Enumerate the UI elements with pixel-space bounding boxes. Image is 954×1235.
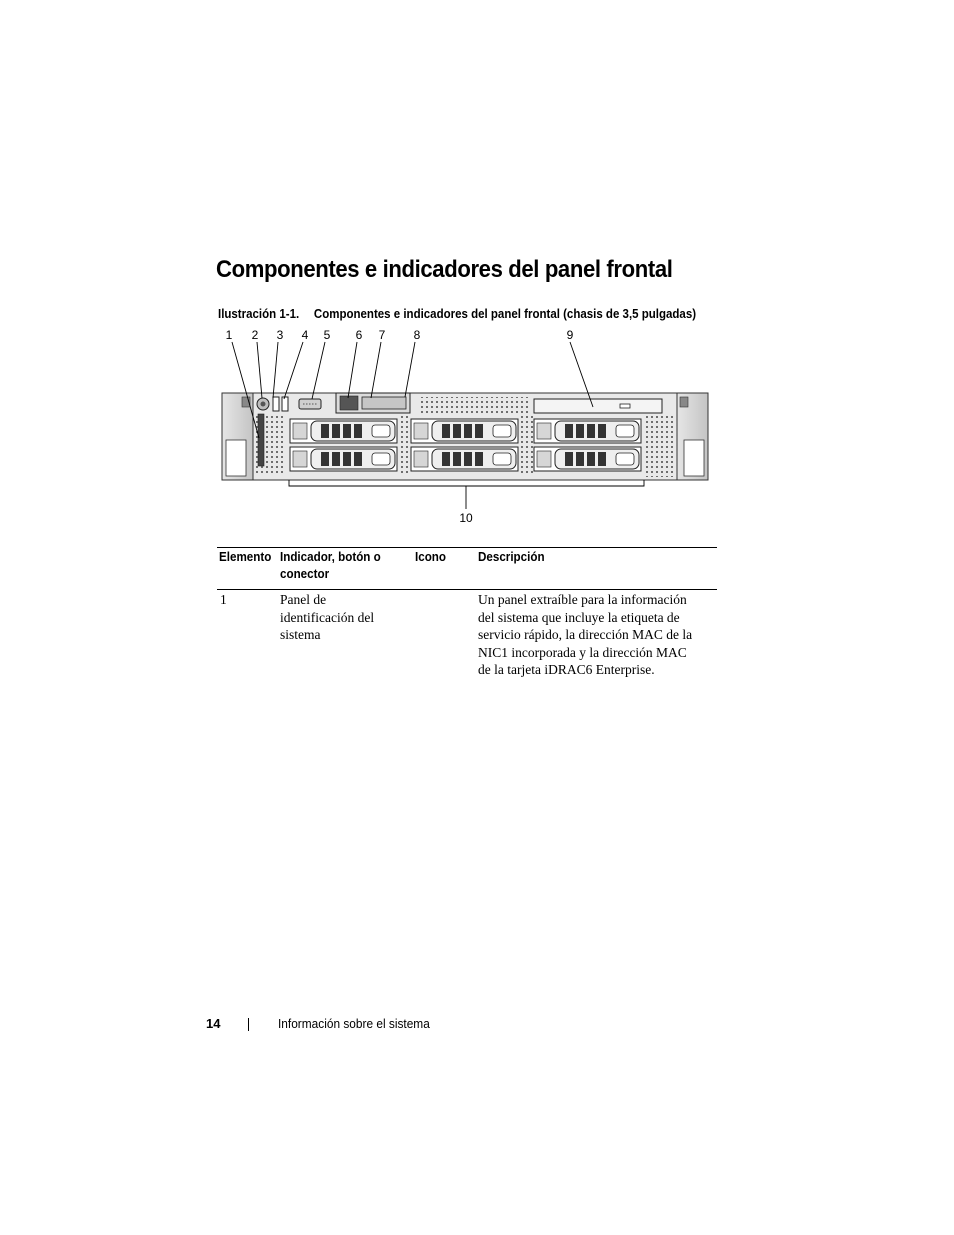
nmi-button-icon [273,397,279,411]
right-rack-ear [677,393,708,480]
header-indicator-line2: conector [280,567,330,581]
vent-top-middle [418,397,528,413]
table-header-rule [217,589,717,590]
callout-8: 8 [413,328,421,342]
usb-port-icon [282,397,288,411]
lcd-screen-icon [362,397,406,409]
hard-drive-1 [290,419,397,443]
callout-3: 3 [276,328,284,342]
callout-4: 4 [301,328,309,342]
callout-2: 2 [251,328,259,342]
cell-description-line: Un panel extraíble para la información [478,592,687,607]
footer-section-title: Información sobre el sistema [278,1017,430,1031]
server-front-panel-illustration [0,0,954,540]
header-icon: Icono [415,550,447,564]
callout-7: 7 [378,328,386,342]
optical-drive [534,399,662,413]
cell-description-line: de la tarjeta iDRAC6 Enterprise. [478,662,655,677]
hard-drive-5 [534,419,641,443]
page-number: 14 [206,1016,221,1031]
callout-9: 9 [566,328,574,342]
vent-right [643,415,675,477]
vent-divider-2 [521,416,533,476]
left-rack-ear [222,393,253,480]
hard-drive-2 [290,447,397,471]
hard-drive-3 [411,419,518,443]
callout-10: 10 [459,511,473,525]
callout-5: 5 [323,328,331,342]
header-indicator-line1: Indicador, botón o [280,550,381,564]
cell-indicator-line: sistema [280,627,321,642]
header-description: Descripción [478,550,545,564]
callout-1: 1 [225,328,233,342]
footer-separator [248,1018,249,1031]
cell-element: 1 [220,592,227,607]
cell-indicator-line: identificación del [280,609,375,625]
hard-drive-4 [411,447,518,471]
figure-label: Ilustración 1-1. [218,307,300,321]
cell-description-line: del sistema que incluye la etiqueta de [478,609,680,625]
cell-description-line: NIC1 incorporada y la dirección MAC [478,644,687,660]
callout-6: 6 [355,328,363,342]
vent-divider-1 [398,416,410,476]
lcd-buttons-icon [340,396,358,410]
information-tag-icon [258,414,264,466]
figure-title: Componentes e indicadores del panel frontal (chasis de 3,5 pulgadas) [313,307,697,321]
table-top-rule [217,547,717,548]
cell-indicator-line: Panel de [280,592,327,607]
header-element: Elemento [219,550,272,564]
cell-description-line: servicio rápido, la dirección MAC de la [478,627,693,642]
page-heading: Componentes e indicadores del panel frontal [216,256,673,283]
hard-drive-6 [534,447,641,471]
lcd-panel [336,393,410,413]
